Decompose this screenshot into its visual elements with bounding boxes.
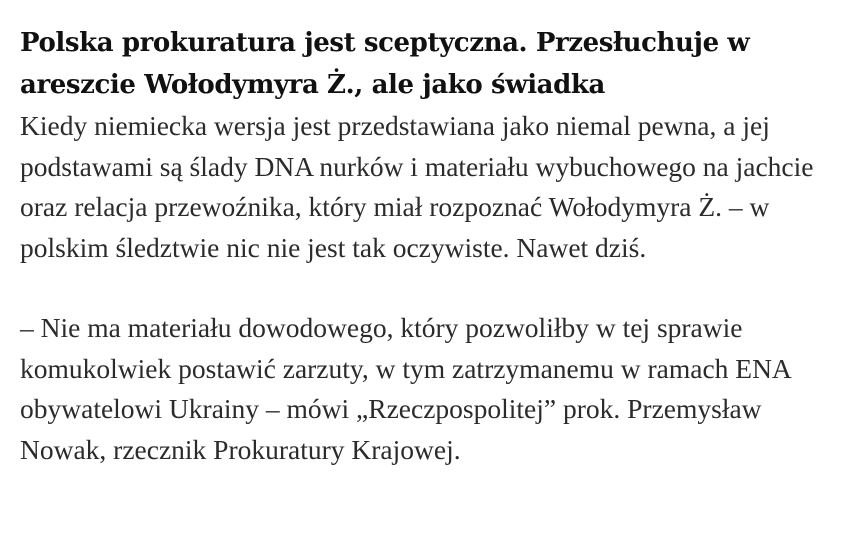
- article-paragraph-quote: – Nie ma materiału dowodowego, który pozwoliłby w tej sprawie komukolwiek postawić zarzuty, w tym zatrzymanemu w ramach ENA obywatelowi Ukrainy – mówi „Rzeczpospolitej” prok. Przemysław Nowak, rzecznik Prokuratury Krajowej.: [20, 312, 791, 465]
- section-headline: Polska prokuratura jest sceptyczna. Przesłuchuje w areszcie Wołodymyra Ż., ale jako świadka: [20, 28, 750, 100]
- article-paragraph: Kiedy niemiecka wersja jest przedstawiana jako niemal pewna, a jej podstawami są ślady DNA nurków i materiału wybuchowego na jachcie oraz relacja przewoźnika, który miał rozpoznać Wołodymyra Ż. – w polskim śledztwie nic nie jest tak oczywiste. Nawet dziś.: [20, 110, 814, 263]
